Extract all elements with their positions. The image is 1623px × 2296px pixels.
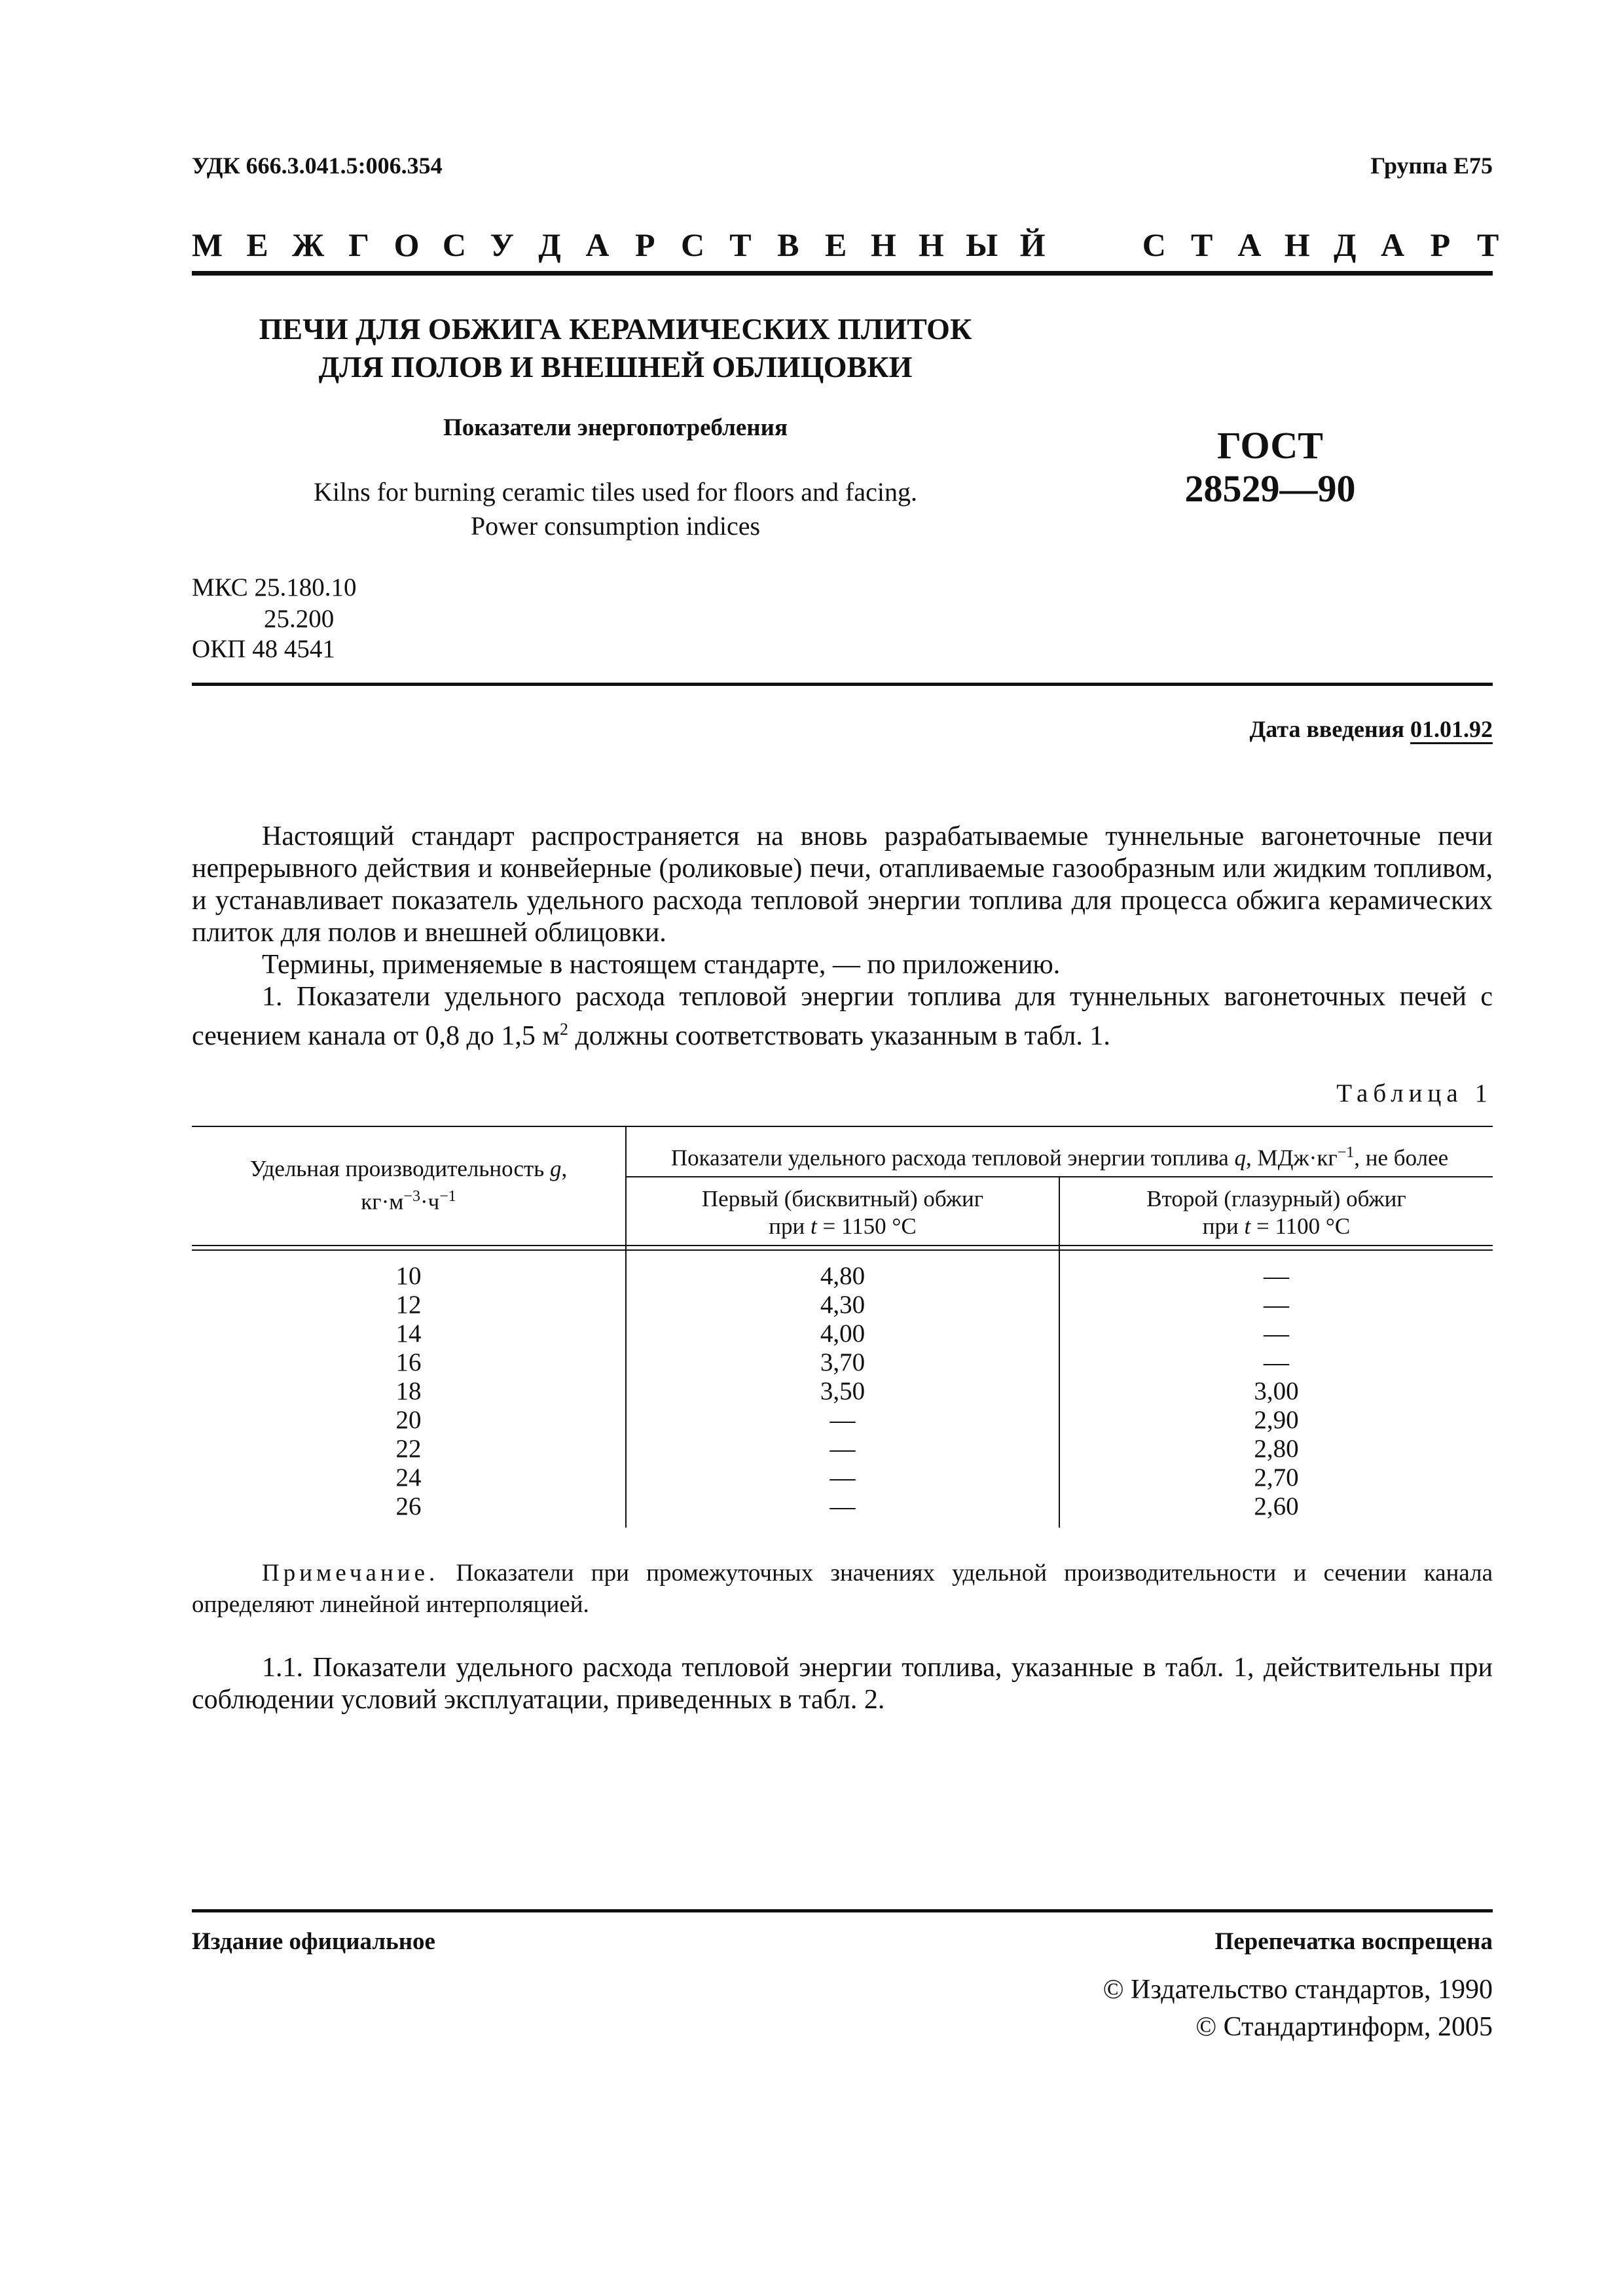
table-caption: Таблица 1	[1336, 1079, 1493, 1107]
table-cell: 2,70	[1254, 1463, 1299, 1492]
table-head-rule-1	[192, 1245, 1493, 1246]
intro-date-label: Дата введения	[1249, 716, 1404, 742]
title-subtitle: Показатели энергопотребления	[443, 414, 788, 441]
header-rule	[192, 683, 1493, 686]
col2-header: Первый (бисквитный) обжиг при t = 1150 °С	[701, 1186, 984, 1239]
table-cell: 4,30	[820, 1291, 866, 1319]
table-cell: 20	[395, 1406, 422, 1434]
table-cell: 3,70	[820, 1348, 866, 1376]
table-cell: 2,60	[1254, 1492, 1299, 1520]
banner-letter: Т	[729, 226, 752, 263]
table-cell: —	[830, 1435, 856, 1463]
group-header: Показатели удельного расхода тепловой энергии топлива q, $МДж\cdot кг^{-1}$, не более	[670, 1144, 1449, 1171]
table-col-first-firing	[627, 1262, 1059, 1521]
banner-letter: Д	[1333, 226, 1357, 263]
banner-letter: С	[681, 226, 705, 263]
table-cell: 3,50	[820, 1377, 866, 1405]
table-cell: —	[1264, 1262, 1289, 1290]
banner-letter: Г	[348, 226, 370, 263]
table-cell: 3,00	[1254, 1377, 1299, 1405]
table-col-productivity	[192, 1262, 625, 1521]
table-cell: —	[1264, 1319, 1289, 1348]
intro-date	[1250, 715, 1493, 743]
group-code: Группа Е75	[1370, 152, 1493, 179]
banner-letter: А	[1380, 226, 1405, 263]
title-english-2: Power consumption indices	[470, 511, 761, 541]
table-cell: 4,00	[820, 1319, 866, 1348]
okp-code: ОКП 48 4541	[192, 635, 335, 663]
banner-letter: С	[1142, 226, 1166, 263]
banner-letter: У	[490, 226, 515, 263]
banner-rule	[192, 271, 1493, 276]
banner-letter: Р	[1430, 226, 1451, 263]
table-cell: —	[1264, 1291, 1289, 1319]
intro-date-value: 01.01.92	[1410, 716, 1493, 742]
table-cell: —	[1264, 1348, 1289, 1376]
title-line-2: ДЛЯ ПОЛОВ И ВНЕШНЕЙ ОБЛИЦОВКИ	[318, 350, 913, 384]
banner-letter: Е	[246, 226, 268, 263]
banner-letter: Н	[1284, 226, 1310, 263]
banner-letter: М	[192, 226, 223, 263]
copyright-1: © Издательство стандартов, 1990	[1103, 1975, 1493, 2005]
banner-letter: В	[777, 226, 799, 263]
table-cell: 18	[395, 1377, 422, 1405]
title-english-1: Kilns for burning ceramic tiles used for floors and facing.	[314, 477, 917, 507]
table-note: Примечание. Показатели при промежуточных значениях удельной производительности и сечении канала определяют линейной интерполяцией.	[192, 1560, 1493, 1618]
table-cell: 2,80	[1254, 1435, 1299, 1463]
banner-letter: А	[1237, 226, 1262, 263]
col3-header: Второй (глазурный) обжиг при t = 1100 °С	[1146, 1186, 1406, 1239]
table-cell: 4,80	[820, 1262, 866, 1290]
gost-label: ГОСТ	[1217, 424, 1323, 467]
banner-letter: О	[393, 226, 420, 263]
table-head-rule-2	[192, 1249, 1493, 1251]
table-cell: 14	[395, 1319, 422, 1348]
table-cell: —	[830, 1492, 856, 1520]
paragraph-clause-1-1: 1.1. Показатели удельного расхода тепловой энергии топлива, указанные в табл. 1, действительны при соблюдении условий эксплуатации, приведенных в табл. 2.	[192, 1653, 1493, 1715]
table-top-rule	[192, 1126, 1493, 1127]
paragraph-terms: Термины, применяемые в настоящем стандарте, — по приложению.	[262, 950, 1061, 980]
udk-code: УДК 666.3.041.5:006.354	[192, 152, 443, 179]
table-cell: 12	[395, 1291, 422, 1319]
col1-header: Удельная производительность g, $кг\cdot м^{-3}\cdot ч^{-1}$	[249, 1156, 568, 1215]
banner-letter: Ж	[291, 226, 325, 263]
banner-letter: Н	[871, 226, 896, 263]
banner-letter: Й	[1019, 226, 1046, 263]
table-cell: —	[830, 1463, 856, 1492]
title-line-1: ПЕЧИ ДЛЯ ОБЖИГА КЕРАМИЧЕСКИХ ПЛИТОК	[259, 312, 972, 346]
official-edition: Издание официальное	[192, 1928, 435, 1955]
banner-letter: А	[585, 226, 610, 263]
mks-code-2: 25.200	[264, 605, 335, 633]
banner-letter	[1067, 226, 1120, 264]
table-cell: 2,90	[1254, 1406, 1299, 1434]
standard-banner	[192, 226, 1501, 264]
paragraph-scope: Настоящий стандарт распространяется на вновь разрабатываемые туннельные вагонеточные печи непрерывного действия и конвейерные (роликовые) печи, отапливаемые газообразным или жидким топливом, и устанавливает показатель удельного расхода тепловой энергии топлива для процесса обжига керамических плиток для полов и внешней облицовки.	[192, 821, 1493, 948]
banner-letter: Т	[1477, 226, 1499, 263]
table-cell: 24	[395, 1463, 422, 1492]
banner-letter: Н	[918, 226, 944, 263]
banner-letter: С	[442, 226, 466, 263]
banner-letter: Т	[1190, 226, 1213, 263]
banner-letter: Е	[824, 226, 847, 263]
footer-rule	[192, 1909, 1493, 1912]
table-cell: 10	[395, 1262, 422, 1290]
banner-letter: Р	[634, 226, 655, 263]
gost-number: 28529—90	[1184, 467, 1356, 510]
reprint-prohibited: Перепечатка воспрещена	[1214, 1928, 1493, 1955]
mks-code-1: МКС 25.180.10	[192, 573, 357, 601]
table-cell: 16	[395, 1348, 422, 1376]
banner-letter: Ы	[966, 226, 998, 263]
table-cell: —	[830, 1406, 856, 1434]
table-col-second-firing	[1060, 1262, 1493, 1521]
paragraph-clause-1: 1. Показатели удельного расхода тепловой энергии топлива для туннельных вагонеточных печей с сечением канала от 0,8 до 1,5 $м^2$ должны соответствовать указанным в табл. 1.	[192, 982, 1493, 1051]
banner-letter: Д	[538, 226, 561, 263]
copyright-2: © Стандартинформ, 2005	[1195, 2012, 1493, 2042]
table-cell: 22	[395, 1435, 422, 1463]
table-cell: 26	[395, 1492, 422, 1520]
